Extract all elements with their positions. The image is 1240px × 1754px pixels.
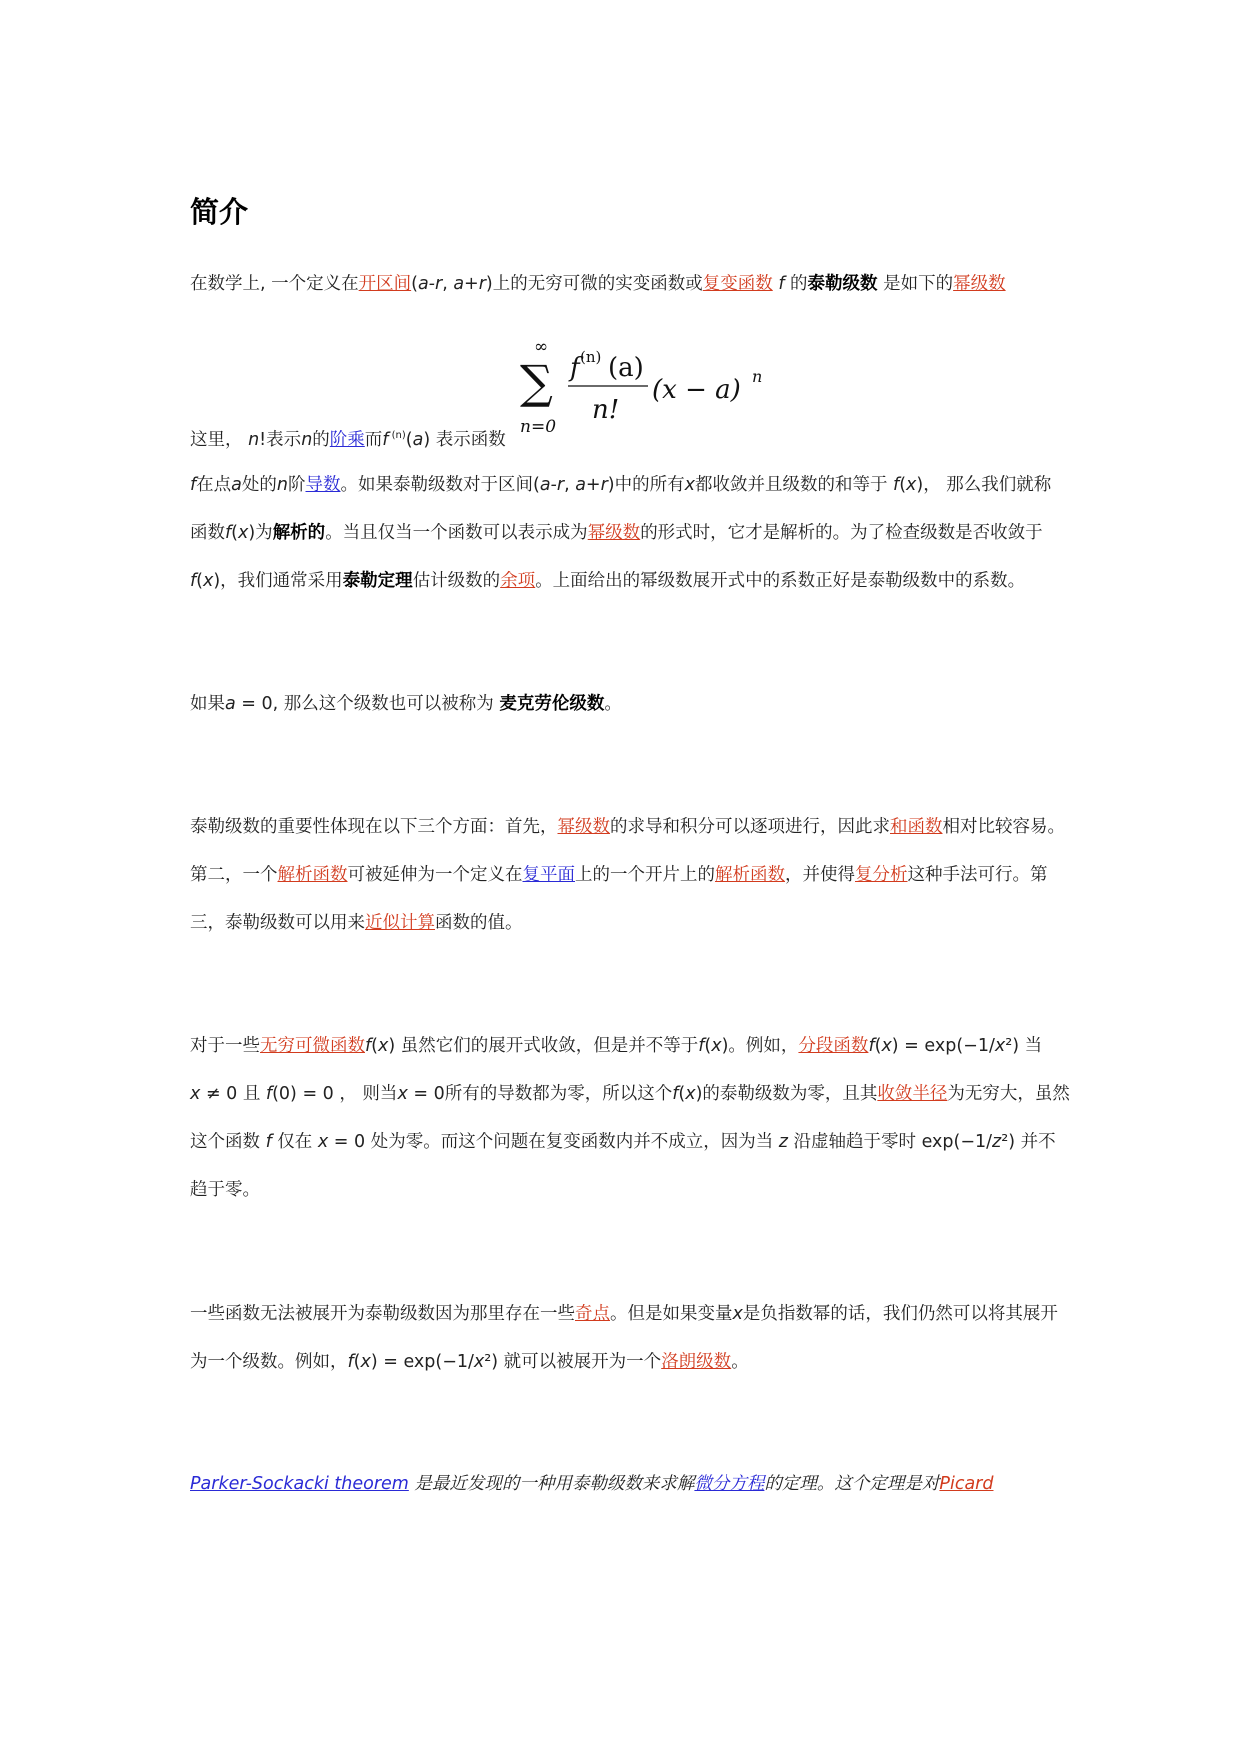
- explanation-line-1: 这里， n!表示n的阶乘而f $^{(n)}$(a) 表示函数: [190, 430, 506, 450]
- link-open-interval[interactable]: 开区间: [358, 274, 412, 294]
- link-factorial[interactable]: 阶乘: [329, 430, 365, 450]
- parker-sockacki-paragraph: Parker-Sockacki theorem 是最近发现的一种用泰勒级数来求解微分方程的定理。这个定理是对Picard: [190, 1474, 994, 1494]
- link-piecewise-function[interactable]: 分段函数: [798, 1036, 869, 1056]
- maclaurin-paragraph: 如果a = 0, 那么这个级数也可以被称为 麦克劳伦级数。: [190, 694, 622, 714]
- bold-taylor-series: 泰勒级数: [807, 274, 878, 294]
- link-complex-plane[interactable]: 复平面: [522, 865, 575, 885]
- link-remainder[interactable]: 余项: [500, 571, 536, 591]
- link-laurent-series[interactable]: 洛朗级数: [661, 1352, 732, 1372]
- link-power-series-3[interactable]: 幂级数: [557, 817, 610, 837]
- link-complex-function[interactable]: 复变函数: [702, 274, 773, 294]
- link-smooth-function[interactable]: 无穷可微函数: [260, 1036, 365, 1056]
- link-complex-analysis[interactable]: 复分析: [855, 865, 908, 885]
- factor-sup: n: [752, 367, 763, 386]
- link-power-series[interactable]: 幂级数: [953, 274, 1006, 294]
- sum-upper-limit: ∞: [534, 340, 549, 357]
- link-differential-equation[interactable]: 微分方程: [694, 1474, 765, 1494]
- link-picard[interactable]: Picard: [939, 1474, 994, 1494]
- numerator-sup: (n): [580, 348, 602, 366]
- importance-paragraph: 泰勒级数的重要性体现在以下三个方面：首先，幂级数的求导和积分可以逐项进行，因此求和函数相对比较容易。 第二，一个解析函数可被延伸为一个定义在复平面上的一个开片上的解析函数，并使得复分析这种手法可行。第 三，泰勒级数可以用来近似计算函数的值。: [190, 817, 1065, 933]
- denominator: n!: [592, 395, 620, 425]
- link-radius-of-convergence[interactable]: 收敛半径: [877, 1084, 948, 1104]
- link-analytic-function-1[interactable]: 解析函数: [277, 865, 348, 885]
- sum-lower-limit: n=0: [520, 417, 557, 437]
- section-heading: 简介: [190, 195, 249, 229]
- link-sum-function[interactable]: 和函数: [890, 817, 943, 837]
- link-derivative[interactable]: 导数: [305, 475, 341, 495]
- singularity-paragraph: 一些函数无法被展开为泰勒级数因为那里存在一些奇点。但是如果变量x是负指数幂的话，我们仍然可以将其展开 为一个级数。例如，f(x) = exp(−1/x²) 就可以被展开为一个洛朗级数。: [190, 1304, 1058, 1372]
- numerator-arg: (a): [608, 353, 644, 383]
- intro-paragraph: 在数学上, 一个定义在开区间(a-r, a+r)上的无穷可微的实变函数或复变函数 f 的泰勒级数 是如下的幂级数: [190, 274, 1006, 294]
- link-singularity[interactable]: 奇点: [575, 1304, 610, 1324]
- non-analytic-paragraph: 对于一些无穷可微函数f(x) 虽然它们的展开式收敛，但是并不等于f(x)。例如，分段函数f(x) = exp(−1/x²) 当 x ≠ 0 且 f(0) = 0 ， 则当x = 0所有的导数都为零，所以这个f(x)的泰勒级数为零，且其收敛半径为无穷大，虽然 这个函数 f 仅在 x = 0 处为零。而这个问题在复变函数内并不成立，因为当 z 沿虚轴趋于零时 exp(−1/z²) 并不 趋于零。: [190, 1036, 1070, 1200]
- link-power-series-2[interactable]: 幂级数: [587, 523, 641, 543]
- sum-symbol: ∑: [520, 355, 553, 409]
- link-approximation[interactable]: 近似计算: [365, 913, 435, 933]
- bold-maclaurin: 麦克劳伦级数: [499, 694, 605, 714]
- link-parker-sockacki-theorem[interactable]: Parker-Sockacki theorem: [190, 1474, 409, 1494]
- factor: (x − a): [652, 375, 741, 405]
- bold-analytic: 解析的: [272, 523, 326, 543]
- link-analytic-function-2[interactable]: 解析函数: [715, 865, 785, 885]
- analytic-paragraph: f在点a处的n阶导数。如果泰勒级数对于区间(a-r, a+r)中的所有x都收敛并且级数的和等于 f(x)， 那么我们就称 函数f(x)为解析的。当且仅当一个函数可以表示成为幂级数的形式时，它才是解析的。为了检查级数是否收敛于 f(x)，我们通常采用泰勒定理估计级数的余项。上面给出的幂级数展开式中的系数正好是泰勒级数中的系数。: [190, 475, 1052, 591]
- bold-taylor-theorem: 泰勒定理: [342, 571, 413, 591]
- numerator-f: f: [570, 353, 580, 383]
